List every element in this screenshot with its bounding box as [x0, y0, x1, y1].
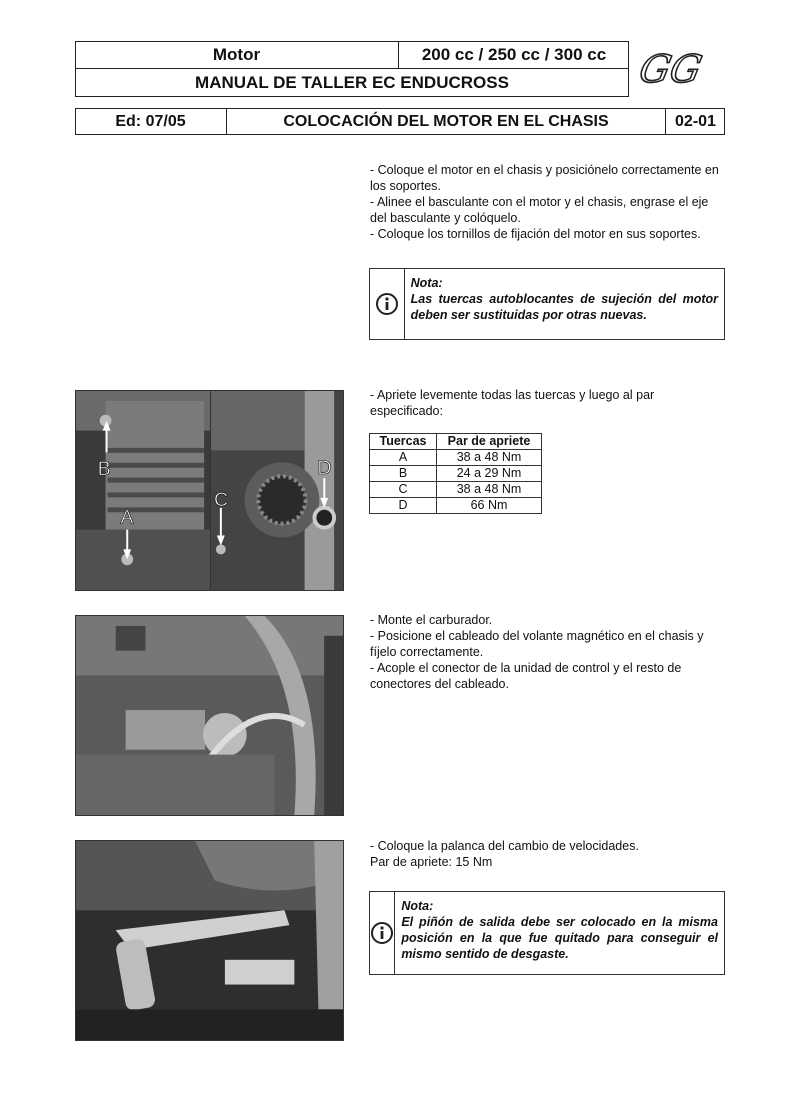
- block3-line-3: - Acople el conector de la unidad de control y el resto de conectores del cableado.: [370, 661, 682, 691]
- table-row: [370, 498, 542, 514]
- table-cell: 38 a 48 Nm: [437, 482, 542, 498]
- block3-line-1: - Monte el carburador.: [370, 613, 493, 627]
- block1-line-1: - Coloque el motor en el chasis y posiciónelo correctamente en los soportes.: [370, 163, 719, 193]
- logo: [640, 42, 720, 94]
- block1-line-2: - Alinee el basculante con el motor y el chasis, engrase el eje del basculante y colóquelo.: [370, 195, 709, 225]
- table-row: [370, 482, 542, 498]
- note-2-text: El piñón de salida debe ser colocado en la misma posición en la que fue quitado para conseguir el mismo sentido de desgaste.: [401, 915, 718, 961]
- carburetor-photo: [75, 615, 344, 816]
- gear-lever-photo: [75, 840, 344, 1041]
- label-a: A: [120, 506, 134, 529]
- table-row: [370, 466, 542, 482]
- block3-text: [370, 612, 728, 692]
- table-row: [370, 450, 542, 466]
- engine-mount-photo-right: [210, 390, 344, 591]
- block1-line-3: - Coloque los tornillos de fijación del motor en sus soportes.: [370, 227, 701, 241]
- table-cell: B: [370, 466, 437, 482]
- table-cell: A: [370, 450, 437, 466]
- table-cell: D: [370, 498, 437, 514]
- label-b: B: [97, 458, 111, 481]
- label-d: D: [317, 457, 332, 480]
- block4-line-1: - Coloque la palanca del cambio de velocidades.: [370, 839, 639, 853]
- note-1-title: Nota:: [410, 276, 443, 290]
- torque-table: [369, 433, 542, 514]
- note-2-title: Nota:: [401, 899, 434, 913]
- table-cell: 38 a 48 Nm: [437, 450, 542, 466]
- logo-text: GG: [640, 47, 706, 92]
- page-code: 02-01: [675, 112, 716, 130]
- block2-line: - Apriete levemente todas las tuercas y luego al par especificado:: [370, 388, 655, 418]
- info-icon: [370, 269, 405, 339]
- engine-mount-photo-left: [75, 390, 211, 591]
- table-cell: 24 a 29 Nm: [437, 466, 542, 482]
- table-cell: C: [370, 482, 437, 498]
- block2-text: [370, 387, 720, 419]
- section-title: Motor: [212, 45, 261, 64]
- table-header: Tuercas: [370, 434, 437, 450]
- block3-line-2: - Posicione el cableado del volante magnético en el chasis y fíjelo correctamente.: [370, 629, 704, 659]
- note-box-1: [369, 268, 725, 340]
- block4-line-2: Par de apriete: 15 Nm: [370, 855, 493, 869]
- chapter-title: COLOCACIÓN DEL MOTOR EN EL CHASIS: [283, 112, 609, 130]
- manual-title: MANUAL DE TALLER EC ENDUCROSS: [195, 72, 509, 92]
- edition: Ed: 07/05: [115, 112, 186, 130]
- note-1-content: [405, 269, 724, 339]
- note-1-text: Las tuercas autoblocantes de sujeción del motor deben ser sustituidas por otras nuevas.: [410, 292, 718, 322]
- table-header-row: [370, 434, 542, 450]
- table-cell: 66 Nm: [437, 498, 542, 514]
- info-icon: [370, 892, 395, 974]
- block1-text: [370, 162, 728, 242]
- table-header: Par de apriete: [437, 434, 542, 450]
- note-2-content: [395, 892, 724, 974]
- note-box-2: [369, 891, 725, 975]
- block4-text: [370, 838, 728, 870]
- models-title: 200 cc / 250 cc / 300 cc: [421, 45, 607, 64]
- label-c: C: [213, 488, 229, 511]
